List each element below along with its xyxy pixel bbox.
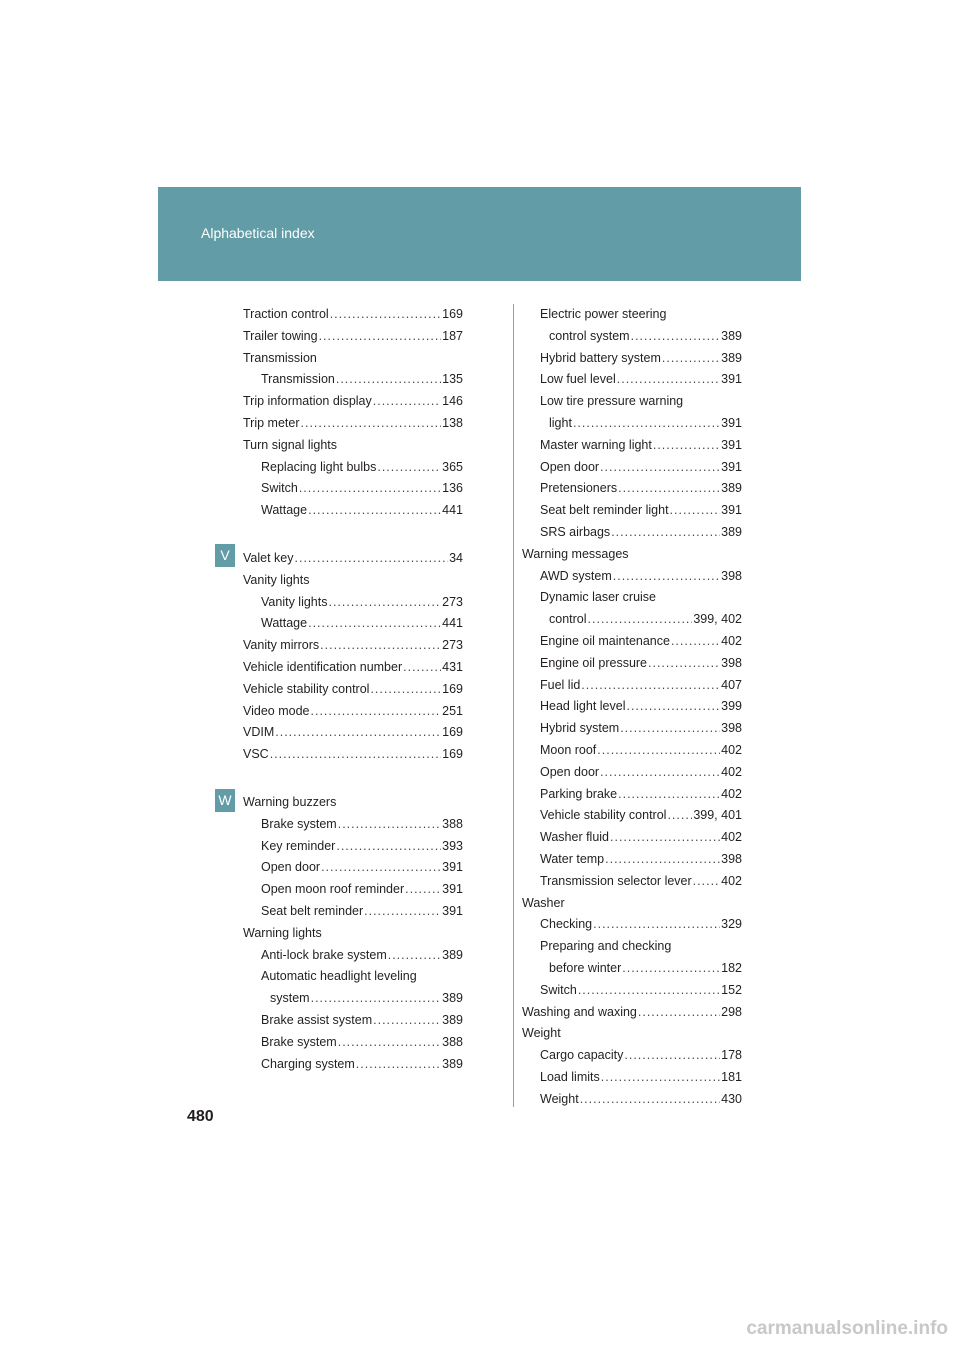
index-entry: [243, 1010, 463, 1032]
entry-term: Moon roof: [540, 742, 597, 757]
entry-page-number[interactable]: 389: [442, 991, 463, 1006]
entry-page-number[interactable]: 138: [442, 415, 463, 430]
dot-leader: [581, 675, 720, 697]
dot-leader: [671, 631, 720, 653]
dot-leader: [270, 744, 441, 766]
index-entry: [522, 326, 742, 348]
dot-leader: [311, 701, 442, 723]
entry-term: Seat belt reminder: [261, 903, 364, 918]
entry-term: control system: [549, 328, 630, 343]
section-spacer: [243, 522, 463, 548]
entry-page-number[interactable]: 181: [721, 1069, 742, 1084]
entry-page-number[interactable]: 298: [721, 1004, 742, 1019]
index-column-left: [243, 304, 463, 1075]
entry-term: Low fuel level: [540, 372, 616, 387]
index-entry: [243, 478, 463, 500]
entry-page-number[interactable]: 391: [721, 415, 742, 430]
entry-term: Turn signal lights: [243, 437, 338, 452]
dot-leader: [338, 1032, 441, 1054]
entry-page-number[interactable]: 407: [721, 677, 742, 692]
entry-page-number[interactable]: 399: [721, 699, 742, 714]
index-entry: [522, 849, 742, 871]
dot-leader: [311, 988, 442, 1010]
entry-page-number[interactable]: 402: [721, 764, 742, 779]
entry-term: Load limits: [540, 1069, 600, 1084]
dot-leader: [356, 1054, 441, 1076]
entry-term: Open door: [540, 459, 600, 474]
dot-leader: [403, 657, 441, 679]
index-entry: [522, 631, 742, 653]
index-entry: [522, 1089, 742, 1111]
index-entry: [522, 1023, 742, 1045]
index-entry: [243, 548, 463, 570]
dot-leader: [662, 348, 720, 370]
column-divider: [513, 304, 514, 1107]
entry-term: Vanity mirrors: [243, 638, 320, 653]
dot-leader: [648, 653, 720, 675]
entry-term: Trip information display: [243, 394, 372, 409]
entry-term: system: [270, 991, 310, 1006]
entry-page-number[interactable]: 152: [721, 982, 742, 997]
index-entry: [243, 744, 463, 766]
entry-term: Hybrid battery system: [540, 350, 661, 365]
entry-page-number[interactable]: 398: [721, 655, 742, 670]
index-entry: [522, 784, 742, 806]
entry-term: Switch: [540, 982, 577, 997]
dot-leader: [319, 326, 442, 348]
entry-term: Vehicle stability control: [243, 681, 370, 696]
index-entry: [243, 857, 463, 879]
dot-leader: [321, 857, 441, 879]
entry-term: light: [549, 415, 572, 430]
entry-term: Trip meter: [243, 415, 300, 430]
entry-term: Engine oil pressure: [540, 655, 648, 670]
entry-term: Engine oil maintenance: [540, 633, 670, 648]
index-entry: [243, 348, 463, 370]
dot-leader: [593, 914, 720, 936]
dot-leader: [295, 548, 449, 570]
entry-term: Pretensioners: [540, 481, 618, 496]
entry-page-number[interactable]: 441: [442, 616, 463, 631]
entry-term: Warning lights: [243, 925, 322, 940]
dot-leader: [624, 1045, 720, 1067]
entry-term: Open door: [540, 764, 600, 779]
index-entry: [522, 1067, 742, 1089]
entry-term: Trailer towing: [243, 328, 318, 343]
dot-leader: [618, 478, 720, 500]
entry-term: Replacing light bulbs: [261, 459, 377, 474]
dot-leader: [320, 635, 441, 657]
entry-page-number[interactable]: 273: [442, 594, 463, 609]
index-entry: [522, 435, 742, 457]
index-entry: [522, 1002, 742, 1024]
index-entry: [522, 348, 742, 370]
entry-term: Open moon roof reminder: [261, 882, 405, 897]
index-entry: [522, 762, 742, 784]
index-entry: [522, 805, 742, 827]
entry-page-number[interactable]: 169: [442, 307, 463, 321]
entry-page-number[interactable]: 431: [442, 659, 463, 674]
page-header-bar: [158, 187, 801, 281]
entry-page-number[interactable]: 391: [721, 459, 742, 474]
dot-leader: [373, 391, 441, 413]
entry-page-number[interactable]: 391: [721, 372, 742, 387]
entry-page-number[interactable]: 135: [442, 372, 463, 387]
index-entry: [522, 1045, 742, 1067]
index-entry: [522, 457, 742, 479]
dot-leader: [618, 784, 720, 806]
dot-leader: [611, 522, 720, 544]
entry-term: SRS airbags: [540, 524, 611, 539]
dot-leader: [336, 369, 441, 391]
index-entry: [243, 836, 463, 858]
dot-leader: [328, 592, 441, 614]
entry-term: Charging system: [261, 1056, 355, 1071]
dot-leader: [597, 740, 720, 762]
dot-leader: [370, 679, 441, 701]
dot-leader: [600, 762, 720, 784]
entry-page-number[interactable]: 389: [721, 524, 742, 539]
entry-term: VDIM: [243, 725, 275, 740]
dot-leader: [573, 413, 720, 435]
dot-leader: [653, 435, 720, 457]
index-entry: [243, 966, 463, 988]
entry-page-number[interactable]: 329: [721, 917, 742, 932]
dot-leader: [588, 609, 693, 631]
dot-leader: [336, 836, 441, 858]
dot-leader: [605, 849, 720, 871]
entry-term: Vanity lights: [243, 572, 310, 587]
entry-term: Weight: [522, 1026, 561, 1041]
entry-term: Water temp: [540, 851, 605, 866]
index-entry: [522, 587, 742, 609]
dot-leader: [578, 980, 720, 1002]
dot-leader: [610, 827, 720, 849]
entry-term: Vehicle identification number: [243, 659, 403, 674]
entry-page-number[interactable]: 273: [442, 638, 463, 653]
entry-term: Washer: [522, 895, 565, 910]
entry-term: Video mode: [243, 703, 310, 718]
index-entry: [243, 457, 463, 479]
entry-term: AWD system: [540, 568, 612, 583]
dot-leader: [670, 500, 721, 522]
entry-page-number[interactable]: 389: [721, 350, 742, 365]
entry-term: Brake system: [261, 816, 337, 831]
entry-page-number[interactable]: 365: [442, 459, 463, 474]
entry-page-number[interactable]: 389: [442, 1012, 463, 1027]
entry-term: Vehicle stability control: [540, 808, 667, 823]
dot-leader: [580, 1089, 720, 1111]
index-entry: [522, 871, 742, 893]
entry-page-number[interactable]: 391: [442, 860, 463, 875]
entry-term: Automatic headlight leveling: [261, 969, 417, 984]
entry-term: VSC: [243, 747, 269, 762]
dot-leader: [301, 413, 442, 435]
index-entry: [522, 914, 742, 936]
entry-term: Fuel lid: [540, 677, 581, 692]
dot-leader: [638, 1002, 720, 1024]
entry-page-number[interactable]: 389: [721, 481, 742, 496]
dot-leader: [693, 871, 720, 893]
entry-page-number[interactable]: 146: [442, 394, 463, 409]
dot-leader: [275, 722, 441, 744]
entry-page-number[interactable]: 399, 402: [693, 612, 742, 627]
index-entry: [522, 478, 742, 500]
index-entry: [522, 653, 742, 675]
entry-term: Checking: [540, 917, 593, 932]
dot-leader: [377, 457, 441, 479]
dot-leader: [617, 369, 720, 391]
index-entry: [243, 701, 463, 723]
entry-page-number[interactable]: 388: [442, 1034, 463, 1049]
entry-term: Key reminder: [261, 838, 336, 853]
index-entry: [243, 814, 463, 836]
dot-leader: [620, 718, 720, 740]
entry-page-number[interactable]: 169: [442, 681, 463, 696]
dot-leader: [631, 326, 721, 348]
entry-page-number[interactable]: 399, 401: [693, 808, 742, 823]
entry-page-number[interactable]: 391: [721, 437, 742, 452]
index-entry: [243, 304, 463, 326]
entry-term: Head light level: [540, 699, 626, 714]
entry-term: Seat belt reminder light: [540, 503, 669, 518]
entry-term: Cargo capacity: [540, 1048, 624, 1063]
entry-page-number[interactable]: 402: [721, 873, 742, 888]
entry-term: before winter: [549, 960, 622, 975]
entry-term: Electric power steering: [540, 307, 667, 321]
entry-page-number[interactable]: 391: [442, 882, 463, 897]
index-entry: [243, 657, 463, 679]
index-entry: [522, 827, 742, 849]
index-entry: [243, 945, 463, 967]
section-tab-w: W: [215, 789, 235, 812]
entry-page-number[interactable]: 398: [721, 721, 742, 736]
entry-page-number[interactable]: 388: [442, 816, 463, 831]
entry-page-number[interactable]: 391: [721, 503, 742, 518]
dot-leader: [338, 814, 441, 836]
entry-term: Warning messages: [522, 546, 629, 561]
index-entry: [243, 592, 463, 614]
index-entry: [522, 740, 742, 762]
entry-term: Low tire pressure warning: [540, 394, 684, 409]
index-entry: [243, 923, 463, 945]
index-entry: [243, 500, 463, 522]
entry-page-number[interactable]: 398: [721, 851, 742, 866]
entry-term: Valet key: [243, 550, 294, 565]
entry-page-number[interactable]: 182: [721, 960, 742, 975]
entry-term: Brake system: [261, 1034, 337, 1049]
section-tab-v: V: [215, 544, 235, 567]
entry-page-number[interactable]: 389: [721, 328, 742, 343]
index-entry: [522, 413, 742, 435]
index-entry: [243, 879, 463, 901]
entry-page-number[interactable]: 430: [721, 1091, 742, 1106]
entry-term: Open door: [261, 860, 321, 875]
dot-leader: [299, 478, 441, 500]
index-entry: [522, 696, 742, 718]
index-entry: [522, 980, 742, 1002]
index-entry: [243, 1054, 463, 1076]
index-entry: [243, 435, 463, 457]
index-entry: [243, 722, 463, 744]
index-entry: [522, 893, 742, 915]
entry-page-number[interactable]: 391: [442, 903, 463, 918]
index-entry: [522, 391, 742, 413]
entry-term: Weight: [540, 1091, 579, 1106]
entry-page-number[interactable]: 34: [449, 550, 463, 565]
dot-leader: [308, 613, 441, 635]
dot-leader: [667, 805, 692, 827]
entry-term: Warning buzzers: [243, 794, 337, 809]
entry-page-number[interactable]: 169: [442, 725, 463, 740]
entry-term: Dynamic laser cruise: [540, 590, 657, 605]
entry-term: Traction control: [243, 307, 329, 321]
entry-page-number[interactable]: 389: [442, 1056, 463, 1071]
index-entry: [522, 718, 742, 740]
entry-term: Vanity lights: [261, 594, 328, 609]
entry-term: Anti-lock brake system: [261, 947, 387, 962]
entry-page-number[interactable]: 136: [442, 481, 463, 496]
entry-page-number[interactable]: 187: [442, 328, 463, 343]
watermark: carmanualsonline.info: [746, 1318, 948, 1339]
dot-leader: [622, 958, 720, 980]
index-entry: [243, 413, 463, 435]
index-entry: [522, 500, 742, 522]
entry-term: Washing and waxing: [522, 1004, 637, 1019]
dot-leader: [373, 1010, 441, 1032]
entry-page-number[interactable]: 251: [442, 703, 463, 718]
index-column-right: [522, 304, 742, 1110]
index-entry: [522, 369, 742, 391]
header-title: Alphabetical index: [201, 225, 315, 241]
entry-term: Hybrid system: [540, 721, 620, 736]
index-entry: [522, 522, 742, 544]
index-entry: [243, 613, 463, 635]
entry-term: control: [549, 612, 587, 627]
index-entry: [243, 988, 463, 1010]
entry-term: Wattage: [261, 616, 308, 631]
index-entry: [522, 675, 742, 697]
dot-leader: [388, 945, 441, 967]
entry-page-number[interactable]: 402: [721, 830, 742, 845]
entry-term: Parking brake: [540, 786, 618, 801]
index-entry: [243, 1032, 463, 1054]
index-entry: [522, 936, 742, 958]
entry-page-number[interactable]: 398: [721, 568, 742, 583]
dot-leader: [364, 901, 441, 923]
dot-leader: [308, 500, 441, 522]
index-entry: [243, 570, 463, 592]
index-entry: [522, 304, 742, 326]
entry-term: Wattage: [261, 503, 308, 518]
dot-leader: [405, 879, 441, 901]
entry-term: Transmission: [243, 350, 317, 365]
index-entry: [522, 609, 742, 631]
dot-leader: [601, 1067, 720, 1089]
index-entry: [243, 391, 463, 413]
entry-page-number[interactable]: 178: [721, 1048, 742, 1063]
entry-page-number[interactable]: 402: [721, 742, 742, 757]
entry-term: Brake assist system: [261, 1012, 373, 1027]
index-entry: [243, 369, 463, 391]
entry-term: Switch: [261, 481, 298, 496]
entry-page-number[interactable]: 393: [442, 838, 463, 853]
entry-page-number[interactable]: 402: [721, 786, 742, 801]
index-entry: [243, 326, 463, 348]
page-number: 480: [187, 1108, 214, 1125]
dot-leader: [626, 696, 720, 718]
entry-page-number[interactable]: 389: [442, 947, 463, 962]
dot-leader: [613, 566, 720, 588]
entry-page-number[interactable]: 441: [442, 503, 463, 518]
entry-term: Preparing and checking: [540, 939, 672, 954]
entry-term: Washer fluid: [540, 830, 610, 845]
entry-page-number[interactable]: 402: [721, 633, 742, 648]
dot-leader: [600, 457, 720, 479]
index-entry: [243, 901, 463, 923]
entry-term: Transmission: [261, 372, 335, 387]
dot-leader: [330, 304, 441, 326]
index-entry: [522, 958, 742, 980]
entry-term: Master warning light: [540, 437, 652, 452]
index-entry: [243, 792, 463, 814]
index-entry: [243, 635, 463, 657]
section-spacer: [243, 766, 463, 792]
index-entry: [522, 544, 742, 566]
entry-page-number[interactable]: 169: [442, 747, 463, 762]
index-entry: [243, 679, 463, 701]
index-entry: [522, 566, 742, 588]
entry-term: Transmission selector lever: [540, 873, 692, 888]
